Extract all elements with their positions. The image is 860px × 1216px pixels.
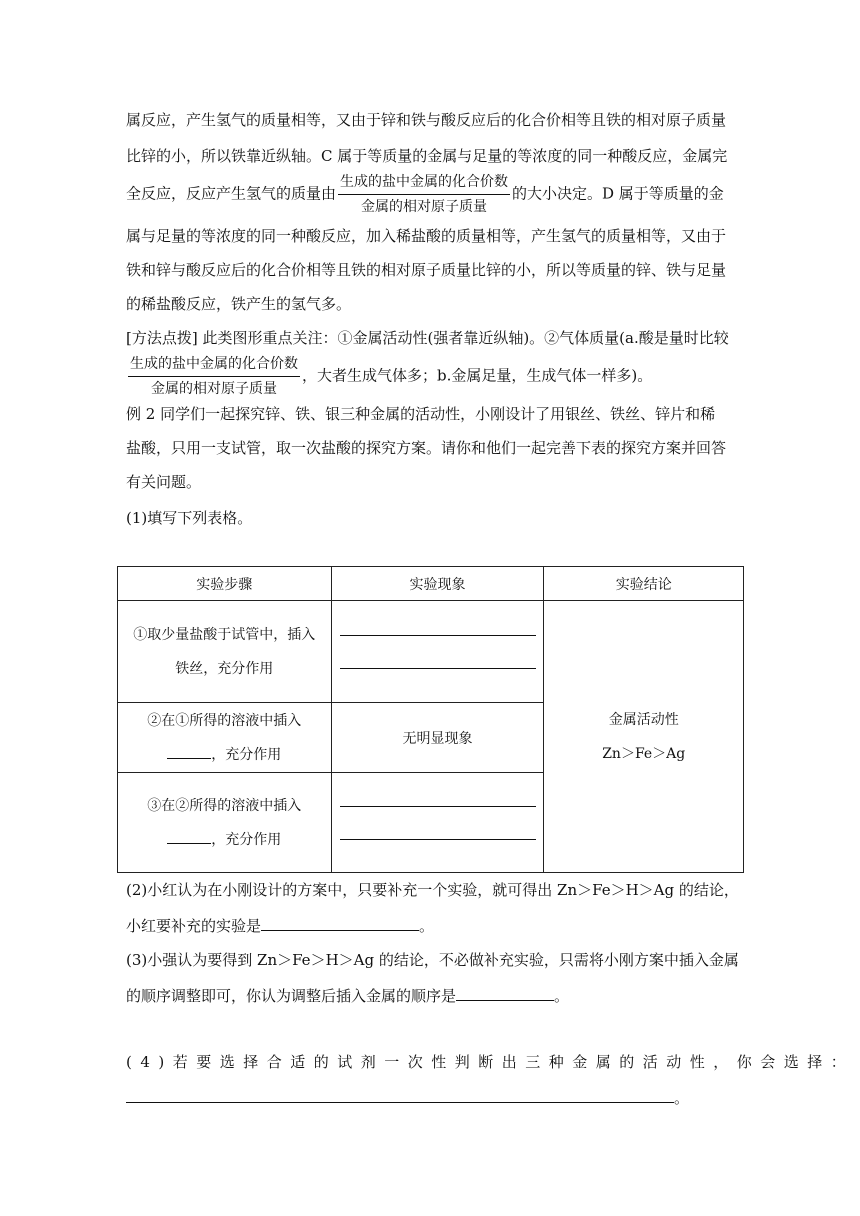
answer-blank[interactable] (167, 827, 211, 844)
step-cell (118, 773, 332, 873)
header-phenomenon: 实验现象 (331, 567, 544, 601)
header-steps: 实验步骤 (118, 567, 332, 601)
answer-blank-line[interactable] (340, 806, 536, 807)
question-2-line-with-blank (126, 914, 434, 936)
step-text-with-blank (118, 738, 331, 772)
text-segment: 。 (554, 987, 570, 1005)
table-row (118, 601, 744, 703)
phenomenon-answer-cell (331, 601, 544, 703)
answer-blank[interactable] (167, 742, 211, 759)
conclusion-text: 金属活动性 (608, 711, 679, 728)
paragraph-line: 属反应，产生氢气的质量相等，又由于锌和铁与酸反应后的化合价相等且铁的相对原子质量 (126, 111, 727, 129)
text-segment: 全反应，反应产生氢气的质量由 (126, 184, 337, 203)
answer-blank-line[interactable] (340, 635, 536, 636)
step-text: 铁丝，充分作用 (175, 660, 274, 677)
phenomenon-answer-cell (331, 773, 544, 873)
conclusion-order: Zn＞Fe＞Ag (602, 745, 686, 762)
step-text: ②在①所得的溶液中插入 (147, 712, 302, 729)
text-segment: 。 (674, 1089, 690, 1107)
question-1: (1)填写下列表格。 (126, 509, 253, 527)
step-text: ③在②所得的溶液中插入 (147, 797, 302, 814)
question-2-line: (2)小红认为在小刚设计的方案中，只要补充一个实验，就可得出 Zn＞Fe＞H＞Ag 的结论， (126, 881, 739, 899)
question-4-line: (4)若要选择合适的试剂一次性判断出三种金属的活动性，你会选择： (126, 1053, 855, 1071)
fraction-denominator: 金属的相对原子质量 (151, 381, 277, 397)
example-line: 有关问题。 (126, 473, 202, 491)
question-4-line-with-blank (126, 1086, 689, 1108)
method-tip-line-with-fraction (126, 354, 652, 399)
question-3-line-with-blank (126, 984, 569, 1006)
phenomenon-cell: 无明显现象 (331, 703, 544, 773)
fraction (338, 172, 510, 217)
answer-blank[interactable] (261, 914, 419, 931)
answer-blank[interactable] (126, 1086, 674, 1103)
fraction-denominator: 金属的相对原子质量 (361, 199, 488, 215)
answer-blank-line[interactable] (340, 668, 536, 669)
paragraph-line: 的稀盐酸反应，铁产生的氢气多。 (126, 295, 352, 313)
example-line: 盐酸，只用一支试管，取一次盐酸的探究方案。请你和他们一起完善下表的探究方案并回答 (126, 439, 727, 457)
fraction-numerator: 生成的盐中金属的化合价数 (338, 172, 510, 195)
example-line: 例 2 同学们一起探究锌、铁、银三种金属的活动性，小刚设计了用银丝、铁丝、锌片和稀 (126, 405, 716, 423)
paragraph-line: 铁和锌与酸反应后的化合价相等且铁的相对原子质量比锌的小，所以等质量的锌、铁与足量 (126, 261, 727, 279)
answer-blank[interactable] (456, 984, 554, 1001)
header-conclusion: 实验结论 (544, 567, 744, 601)
fraction (128, 354, 300, 399)
experiment-table (117, 566, 744, 873)
text-segment: 。 (419, 917, 435, 935)
paragraph-line: 属与足量的等浓度的同一种酸反应，加入稀盐酸的质量相等，产生氢气的质量相等，又由于 (126, 227, 727, 245)
text-segment: 的顺序调整即可，你认为调整后插入金属的顺序是 (126, 987, 457, 1005)
step-cell (118, 703, 332, 773)
paragraph-line: 比锌的小，所以铁靠近纵轴。C 属于等质量的金属与足量的等浓度的同一种酸反应，金属完 (126, 147, 728, 165)
conclusion-cell (544, 601, 744, 873)
question-3-line: (3)小强认为要得到 Zn＞Fe＞H＞Ag 的结论，不必做补充实验，只需将小刚方案中插入金属 (126, 951, 739, 969)
step-cell (118, 601, 332, 703)
method-tip-line: [方法点拨] 此类图形重点关注：①金属活动性(强者靠近纵轴)。②气体质量(a.酸是量时比较 (126, 329, 729, 347)
answer-blank-line[interactable] (340, 839, 536, 840)
text-segment: 的大小决定。D 属于等质量的金 (512, 184, 724, 203)
text-segment: 小红要补充的实验是 (126, 917, 262, 935)
paragraph-line-with-fraction (126, 172, 724, 217)
table-header-row (118, 567, 744, 601)
step-text: ，充分作用 (211, 746, 282, 763)
text-segment: ，大者生成气体多；b.金属足量，生成气体一样多)。 (302, 366, 653, 385)
step-text-with-blank (118, 823, 331, 857)
step-text: ，充分作用 (211, 831, 282, 848)
step-text: ①取少量盐酸于试管中，插入 (133, 626, 316, 643)
fraction-numerator: 生成的盐中金属的化合价数 (128, 354, 300, 377)
